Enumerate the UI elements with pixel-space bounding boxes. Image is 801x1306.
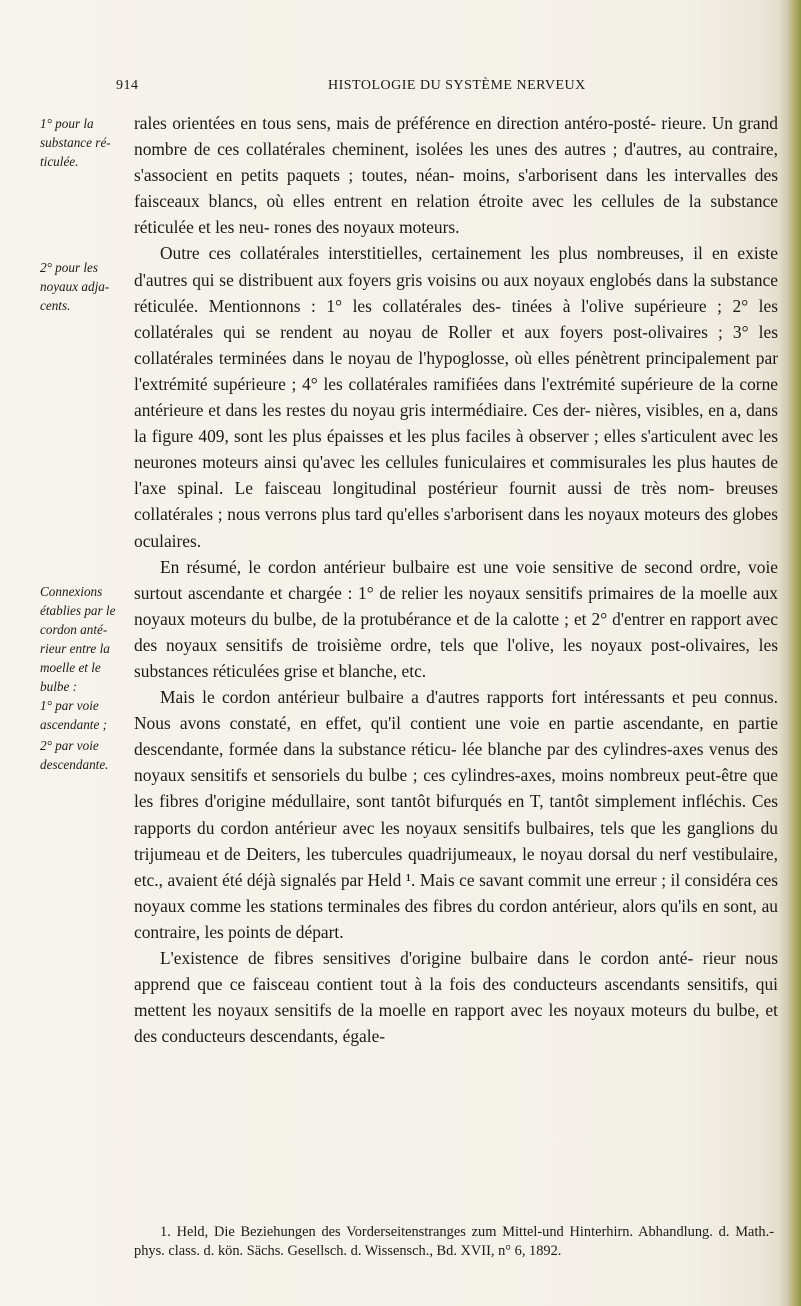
footnote-text: 1. Held, Die Beziehungen des Vorderseitenstranges zum Mittel-und Hinterhirn. Abhandlung. d. Math.-phys. class. d. kön. Sächs. Gesellsch. d. Wissensch., Bd. XVII, n° 6, 1892.: [134, 1224, 774, 1259]
footnote: [134, 1223, 774, 1261]
paragraph-3: En résumé, le cordon antérieur bulbaire est une voie sensitive de second ordre, voie surtout ascendante et chargée : 1° de relier les noyaux sensitifs primaires de la moelle aux noyaux moteurs du bulbe, de la protubérance et de la calotte ; et 2° d'entrer en rapport avec des noyaux sensitifs de troisième ordre, tels que l'olive, les noyaux post-olivaires, les substances réticulées grise et blanche, etc.: [134, 556, 778, 681]
margin-note-descending: 2° par voie descendante.: [40, 738, 109, 772]
margin-note-reticular-substance: 1° pour la substance ré- ticulée.: [40, 116, 111, 169]
paragraph-5: L'existence de fibres sensitives d'origine bulbaire dans le cordon anté- rieur nous apprend que ce faisceau contient tout à la fois des conducteurs ascendants sensitifs, qui mettent les noyaux sensitifs de la moelle en rapport avec les noyaux moteurs du bulbe, et des conducteurs descendants, égale-: [134, 948, 778, 1047]
page-edge-shadow: [779, 0, 801, 1306]
margin-note-ascending: 1° par voie ascendante ;: [40, 698, 108, 732]
margin-note-connections: Connexions établies par le cordon anté- rieur entre la moelle et le bulbe :: [40, 584, 116, 694]
paragraph-2: Outre ces collatérales interstitielles, certainement les plus nombreuses, il en existe d'autres qui se distribuent aux foyers gris voisins ou aux noyaux englobés dans la substance réticulée. Mentionnons : 1° les collatérales des- tinées à l'olive supérieure ; 2° les collatérales qui se rendent au noyau de Roller et aux foyers post-olivaires ; 3° les collatérales terminées dans le noyau de l'hypoglosse, où elles pénètrent principalement par l'extrémité supérieure ; 4° les collatérales ramifiées dans l'extrémité supérieure de la corne antérieure et dans les restes du noyau gris intermédiaire. Ces der- nières, visibles, en a, dans la figure 409, sont les plus épaisses et les plus faciles à observer ; elles s'articulent avec les neurones moteurs ainsi qu'avec les cellules funiculaires et commisurales les plus hautes de l'axe spinal. Le faisceau longitudinal postérieur fournit aussi de très nom- breuses collatérales ; nous verrons plus tard qu'elles s'arborisent dans les noyaux moteurs des globes oculaires.: [134, 243, 778, 551]
margin-note-adjacent-nuclei: 2° pour les noyaux adja- cents.: [40, 260, 110, 313]
page-number: 914: [116, 78, 139, 93]
paragraph-4: Mais le cordon antérieur bulbaire a d'autres rapports fort intéressants et peu connus. Nous avons constaté, en effet, qu'il contient une voie en partie ascendante, en partie descendante, formée dans la substance réticu- lée blanche par des cylindres-axes venus des noyaux sensitifs et sensoriels du bulbe ; ces cylindres-axes, moins nombreux peut-être que les fibres d'origine médullaire, sont tantôt bifurqués en T, tantôt simplement infléchis. Ces rapports du cordon antérieur avec les noyaux sensitifs bulbaires, tels que les ganglions du trijumeau et de Deiters, les tubercules quadrijumeaux, le noyau dorsal du nerf vestibulaire, etc., avaient été déjà signalés par Held ¹. Mais ce savant commit une erreur ; il considéra ces noyaux comme les stations terminales des fibres du cordon antérieur, alors qu'ils en sont, au contraire, les points de départ.: [134, 687, 778, 942]
paragraph-1: rales orientées en tous sens, mais de préférence en direction antéro-posté- rieure. Un grand nombre de ces collatérales cheminent, isolées les unes des autres ; d'autres, au contraire, s'associent en petits paquets ; toutes, néan- moins, s'arborisent dans les intervalles des faisceaux blancs, où elles entrent en relation étroite avec les cellules de la substance réticulée et les neu- rones des noyaux moteurs.: [134, 113, 778, 238]
running-title: HISTOLOGIE DU SYSTÈME NERVEUX: [328, 78, 586, 93]
main-text: [134, 110, 778, 1049]
page-header: [0, 78, 801, 98]
